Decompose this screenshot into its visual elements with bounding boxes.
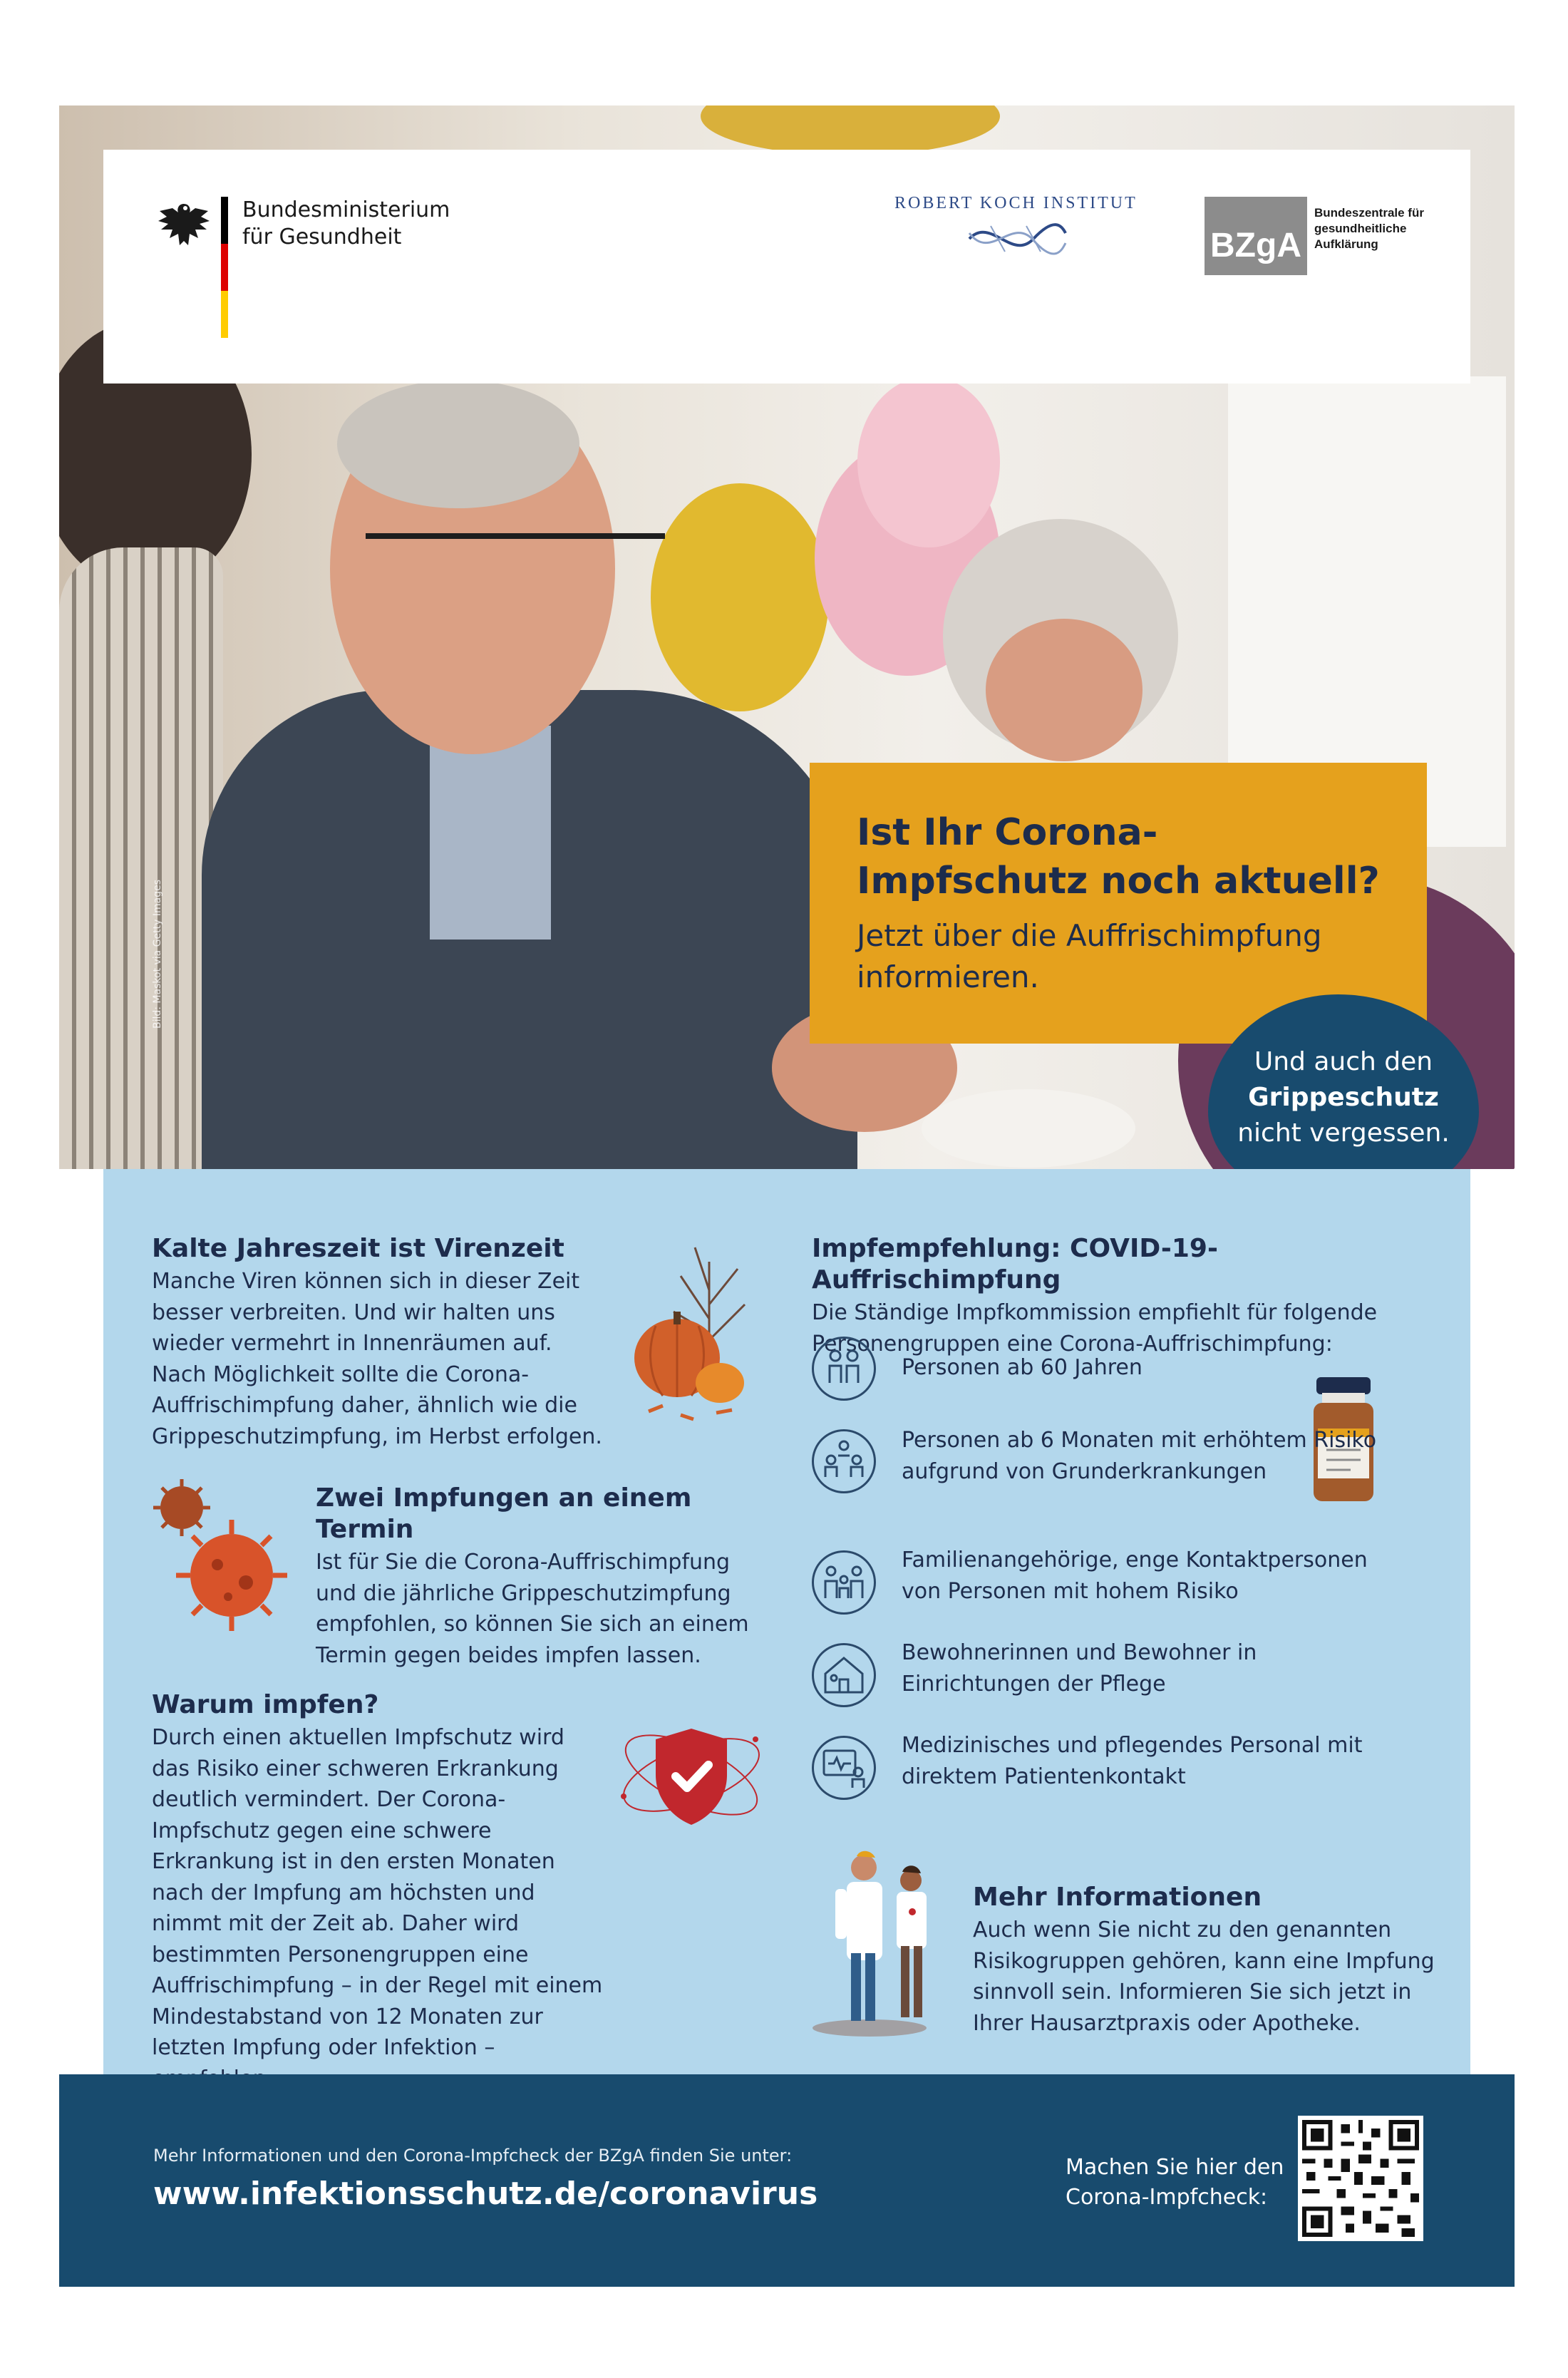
qr-label — [1066, 2153, 1284, 2213]
group-text: Bewohnerinnen und Bewohner in Einrichtungen der Pflege — [902, 1640, 1257, 1697]
german-flag-bar — [221, 197, 228, 338]
group-text: Medizinisches und pflegendes Personal mit direktem Patientenkontakt — [902, 1733, 1363, 1789]
section-mehr-informationen — [973, 1882, 1458, 2039]
badge-line2: Grippeschutz — [1248, 1083, 1439, 1112]
qr-label-line1: Machen Sie hier den — [1066, 2155, 1284, 2180]
woman-right-face — [986, 619, 1143, 761]
autumn-pumpkin-icon — [624, 1233, 766, 1426]
rki-logo — [894, 194, 1138, 259]
section-title: Zwei Impfungen an einem Termin — [316, 1483, 692, 1544]
footer-info-text: Mehr Informationen und den Corona-Impfcheck der BZgA finden Sie unter: — [153, 2146, 793, 2166]
group-text: Personen ab 60 Jahren — [902, 1355, 1143, 1380]
section-title: Kalte Jahreszeit ist Virenzeit — [152, 1234, 564, 1263]
badge-line1: Und auch den — [1254, 1047, 1433, 1076]
section-body: Auch wenn Sie nicht zu den genannten Risikogruppen gehören, kann eine Impfung sinnvoll sein. Informieren Sie sich jetzt in Ihrer Hausarztpraxis oder Apotheke. — [973, 1918, 1435, 2036]
bmg-name — [242, 197, 450, 251]
section-body: Die Ständige Impfkommission empfiehlt für folgende Personengruppen eine Corona-Auffrischimpfung: — [812, 1300, 1378, 1357]
table-plate — [922, 1089, 1135, 1168]
headline-subtitle: Jetzt über die Auffrischimpfung informieren. — [857, 918, 1322, 994]
info-panel — [103, 1169, 1470, 2074]
man-glasses — [366, 533, 665, 596]
virus-icon — [146, 1476, 289, 1632]
rki-helix-icon — [962, 219, 1069, 259]
bzga-name: Bundeszentrale für gesundheitliche Aufklärung — [1314, 206, 1424, 251]
group-text: Familienangehörige, enge Kontaktpersonen von Personen mit hohem Risiko — [902, 1548, 1368, 1604]
qr-code-icon[interactable] — [1298, 2116, 1423, 2241]
man-hair — [337, 380, 579, 508]
man-shirt — [430, 726, 551, 940]
woman-left-shirt — [59, 547, 223, 1169]
photo-credit: Bild: Maskot via Getty Images — [152, 879, 163, 1029]
section-kalte-jahreszeit — [152, 1233, 608, 1452]
badge-line3: nicht vergessen. — [1237, 1118, 1450, 1148]
section-warum-impfen — [152, 1689, 608, 2094]
group-item — [812, 1550, 1468, 1615]
group-item — [812, 1733, 1468, 1800]
elderly-couple-icon — [812, 1337, 876, 1401]
rki-name: ROBERT KOCH INSTITUT — [894, 194, 1138, 212]
bzga-box: BZgA — [1205, 197, 1307, 275]
section-title: Warum impfen? — [152, 1690, 379, 1719]
medical-staff-icon — [812, 1736, 876, 1800]
balloon-pink-2 — [857, 376, 1000, 547]
section-title: Impfempfehlung: COVID-19-Auffrischimpfung — [812, 1234, 1218, 1294]
footer — [59, 2074, 1515, 2287]
family-group-icon — [812, 1429, 876, 1493]
group-item — [812, 1640, 1468, 1707]
qr-label-line2: Corona-Impfcheck: — [1066, 2185, 1268, 2210]
bmg-name-line1: Bundesministerium — [242, 197, 450, 222]
section-title: Mehr Informationen — [973, 1883, 1262, 1912]
headline-title: Ist Ihr Corona-Impfschutz noch aktuell? — [857, 811, 1380, 902]
section-body: Manche Viren können sich in dieser Zeit besser verbreiten. Und wir halten uns wieder vermehrt in Innenräumen auf. Nach Möglichkeit sollte die Corona-Auffrischimpfung daher, ähnlich wie die Grippeschutzimpfung, im Herbst erfolgen. — [152, 1269, 602, 1449]
balloon-yellow — [651, 483, 829, 711]
care-home-icon — [812, 1643, 876, 1707]
group-text: Personen ab 6 Monaten mit erhöhtem Risiko aufgrund von Grunderkrankungen — [902, 1428, 1377, 1484]
contacts-icon — [812, 1550, 876, 1615]
doctors-icon — [805, 1846, 955, 2039]
logo-header — [103, 150, 1470, 384]
federal-eagle-icon — [157, 201, 211, 251]
balloon-gold-top — [701, 105, 1000, 155]
group-item — [812, 1429, 1468, 1522]
bmg-name-line2: für Gesundheit — [242, 225, 402, 249]
section-zwei-impfungen — [316, 1483, 772, 1671]
section-body: Durch einen aktuellen Impfschutz wird das Risiko einer schweren Erkrankung deutlich vermindert. Der Corona-Impfschutz gegen eine schwere Erkrankung ist in den ersten Monaten nach der Impfung am höchsten und nimmt mit der Zeit ab. Daher wird bestimmten Personengruppen eine Auffrischimpfung – in der Regel mit einem Mindestabstand von 12 Monaten zur letzten Impfung oder Infektion – — [152, 1725, 603, 2060]
section-body: Ist für Sie die Corona-Auffrischimpfung und die jährliche Grippeschutzimpfung empfohlen, so können Sie sich an einem Termin gegen beides impfen lassen. — [316, 1550, 749, 1668]
shield-check-icon — [613, 1711, 770, 1839]
group-item — [812, 1337, 1468, 1401]
bzga-logo — [1205, 197, 1424, 275]
footer-url-link[interactable]: www.infektionsschutz.de/coronavirus — [153, 2176, 818, 2212]
